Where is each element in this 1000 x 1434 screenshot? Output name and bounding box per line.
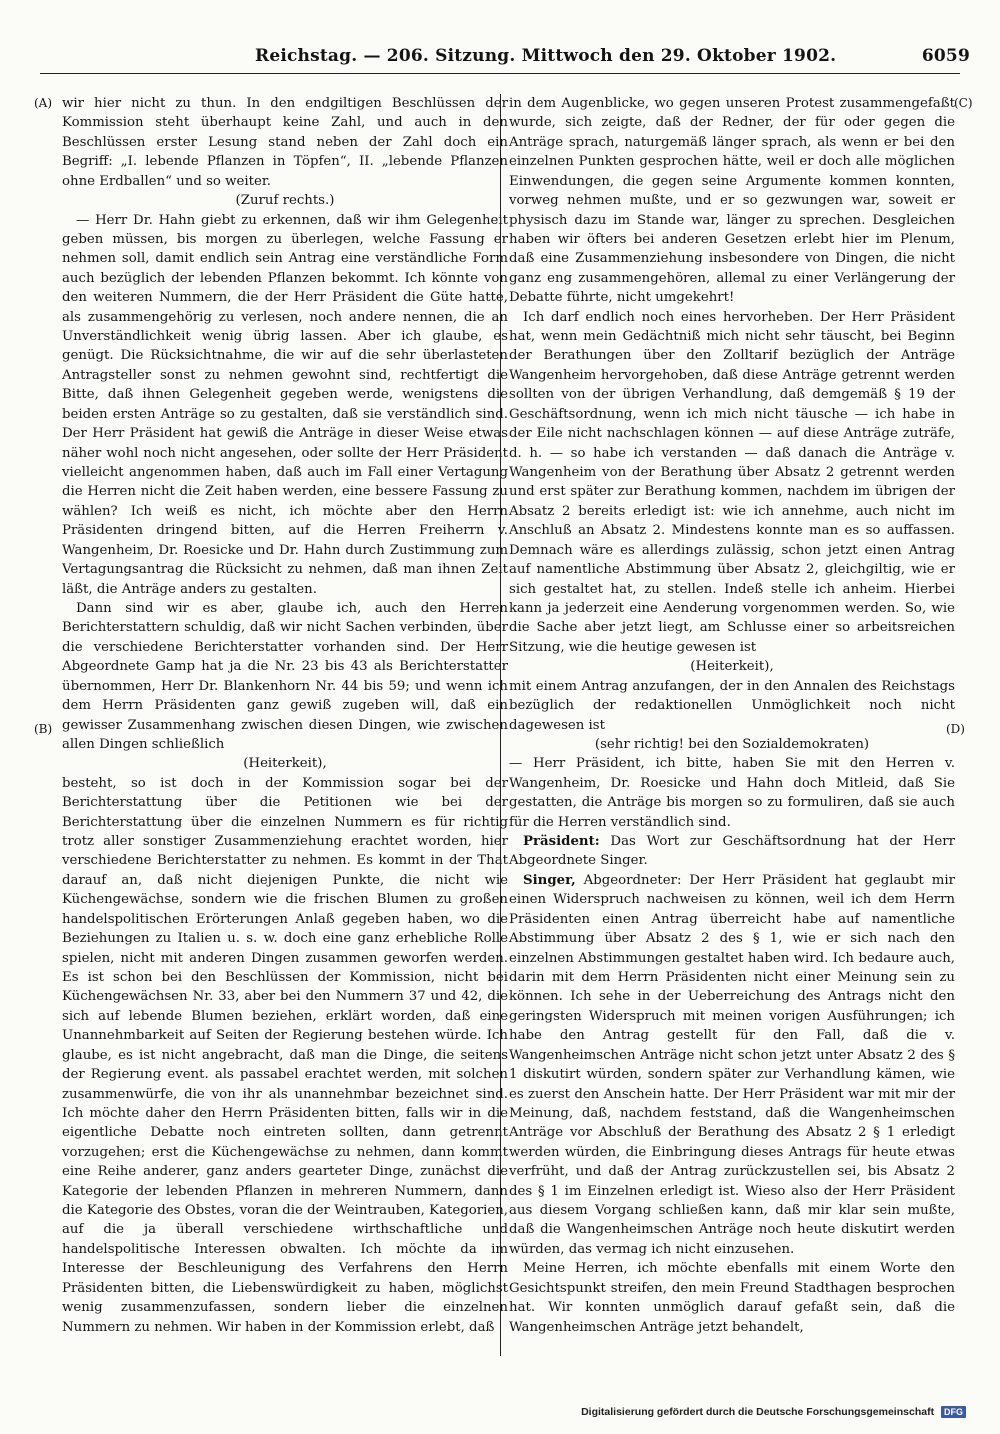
paragraph: wir hier nicht zu thun. In den endgiltigen Beschlüssen der Kommission steht überhaupt keine Zahl, und auch in den Beschlüssen erster Lesung stand neben der Zahl doch ein Begriff: „I. lebende Pflanzen in Töpfen“, II. „lebende Pflanzen ohne Erdballen“ und so weiter.: [62, 96, 508, 189]
paragraph: — Herr Präsident, ich bitte, haben Sie mit den Herren v. Wangenheim, Dr. Roesicke und Hahn doch Mitleid, daß Sie gestatten, die Anträge bis morgen so zu formuliren, daß sie auch für die Herren verständlich sind.: [509, 756, 955, 830]
paragraph: Ich darf endlich noch eines hervorheben. Der Herr Präsident hat, wenn mein Gedächtniß mich nicht sehr täuscht, bei Beginn der Berathungen über den Zolltarif bezüglich der Anträge Wangenheim hervorgehoben, daß diese Anträge getrennt werden sollten von der übrigen Verhandlung, daß demgemäß § 19 der Geschäftsordnung, wenn ich mich nicht täusche — ich habe in der Eile nicht nachschlagen können — auf diese Anträge zuträfe, d. h. — so habe ich verstanden — daß danach die Anträge v. Wangenheim von der Berathung über Absatz 2 getrennt werden und erst später zur Berathung kommen, nachdem im übrigen der Absatz 2 bereits erledigt ist: wie ich annehme, auch nicht im Anschluß an Absatz 2. Mindestens konnte man es so auffassen. Demnach wäre es allerdings zulässig, schon jetzt einen Antrag auf namentliche Abstimmung über Absatz 2, gleichgiltig, wie er sich gestaltet hat, zu stellen. Indeß stelle ich anheim. Hierbei kann ja jederzeit eine Aenderung vorgenommen werden. So, wie die Sache aber jetzt liegt, am Schlusse einer so arbeitsreichen Sitzung, wie die heutige gewesen ist: [509, 309, 955, 655]
interjection: (Heiterkeit),: [243, 756, 327, 772]
margin-marker-b: (B): [34, 722, 53, 736]
footer-credit: [581, 1406, 966, 1418]
paragraph: Dann sind wir es aber, glaube ich, auch den Herren Berichterstattern schuldig, daß wir nicht Sachen verbinden, über die verschiedene Berichterstatter vorhanden sind. Der Herr Abgeordnete Gamp hat ja die Nr. 23 bis 43 als Berichterstatter übernommen, Herr Dr. Blankenhorn Nr. 44 bis 59; und wenn ich dem Herrn Präsidenten ganz gewiß zugeben will, daß ein gewisser Zusammenhang zwischen diesen Dingen, wie zwischen allen Dingen schließlich: [62, 600, 508, 752]
dfg-logo: DFG: [941, 1406, 966, 1418]
header-rule: [40, 73, 960, 74]
speaker-name: Präsident:: [523, 834, 600, 850]
interjection: (Zuruf rechts.): [235, 193, 335, 209]
margin-marker-c: (C): [954, 96, 973, 110]
paragraph: — Herr Dr. Hahn giebt zu erkennen, daß wir ihm Gelegenheit geben müssen, bis morgen zu überlegen, welche Fassung er nehmen soll, damit endlich sein Antrag eine verständliche Form auch bezüglich der lebenden Pflanzen bekommt. Ich könnte von den weiteren Nummern, die der Herr Präsident die Güte hatte, als zusammengehörig zu verlesen, noch andere nennen, die an Unverständlichkeit wenig übrig lassen. Aber ich glaube, es genügt. Die Rücksichtnahme, die wir auf die sehr überlasteten Antragsteller sonst zu nehmen gewohnt sind, rechtfertigt die Bitte, daß ihnen Gelegenheit gegeben werde, wenigstens die beiden ersten Anträge so zu gestalten, daß sie verständlich sind. Der Herr Präsident hat gewiß die Anträge in dieser Weise etwas näher wohl noch nicht angesehen, oder sollte der Herr Präsident vielleicht angenommen haben, daß auch im Fall einer Vertagung die Herren nicht die Zeit haben werden, eine bessere Fassung zu wählen? Ich weiß es nicht, ich möchte aber den Herrn Präsidenten dringend bitten, auf die Herren Freiherrn v. Wangenheim, Dr. Roesicke und Dr. Hahn durch Zustimmung zum Vertagungsantrag die Rücksicht zu nehmen, daß man ihnen Zeit läßt, die Anträge anders zu gestalten.: [62, 212, 508, 597]
margin-marker-a: (A): [34, 96, 53, 110]
paragraph: mit einem Antrag anzufangen, der in den Annalen des Reichstags bezüglich der redaktionellen Unmöglichkeit noch nicht dagewesen ist: [509, 678, 955, 733]
speech-text: Abgeordneter: Der Herr Präsident hat geglaubt mir einen Widerspruch nachweisen zu können, weil ich dem Herrn Präsidenten einen Antrag überreicht habe auf namentliche Abstimmung über Absatz 2 des § 1, wie er sich nach den einzelnen Abstimmungen gestaltet haben wird. Ich bedaure auch, darin mit dem Herrn Präsidenten nicht einer Meinung sein zu können. Ich sehe in der Ueberreichung des Antrags nicht den geringsten Widerspruch mit meinen vorigen Ausführungen; ich habe den Antrag gestellt für den Fall, daß die v. Wangenheimschen Anträge nicht schon jetzt unter Absatz 2 des § 1 diskutirt würden, sondern später zur Verhandlung kämen, wie es zuerst den Anschein hatte. Der Herr Präsident war mit mir der Meinung, daß, nachdem feststand, daß die Wangenheimschen Anträge vor Abschluß der Berathung des Absatz 2 § 1 erledigt werden würden, die Einbringung dieses Antrags für heute etwas verfrüht, und daß der Antrag zurückzustellen sei, bis Absatz 2 des § 1 im Einzelnen erledigt ist. Wieso also der Herr Präsident aus diesem Vorgang schließen kann, daß mir klar sein mußte, daß die Wangenheimschen Anträge noch heute diskutirt werden würden, das vermag ich nicht einzusehen.: [509, 872, 955, 1257]
interjection: (sehr richtig! bei den Sozialdemokraten): [594, 736, 870, 752]
column-separator: [500, 94, 501, 1356]
page-title: Reichstag. — 206. Sitzung. Mittwoch den 29. Oktober 1902.: [255, 46, 837, 66]
interjection: (Heiterkeit),: [690, 659, 774, 675]
speech-paragraph: [509, 832, 955, 871]
margin-marker-d: (D): [946, 722, 965, 736]
speech-paragraph: [509, 871, 955, 1259]
right-column: [509, 94, 955, 1337]
speech-text: Das Wort zur Geschäftsordnung hat der Herr Abgeordnete Singer.: [509, 834, 955, 869]
paragraph: in dem Augenblicke, wo gegen unseren Protest zusammengefaßt wurde, sich zeigte, daß der Redner, der für oder gegen die Anträge sprach, naturgemäß länger sprach, als wenn er bei den einzelnen Punkten gesprochen hätte, weil er doch alle möglichen Einwendungen, die gegen seine Argumente kommen konnten, vorweg nehmen mußte, und er so gezwungen war, soweit er physisch dazu im Stande war, länger zu sprechen. Desgleichen haben wir öfters bei anderen Gesetzen erlebt hier im Plenum, daß eine Zusammenziehung insbesondere von Dingen, die nicht ganz eng zusammengehören, allemal zu einer Verlängerung der Debatte führte, nicht umgekehrt!: [509, 96, 955, 306]
left-column: [62, 94, 508, 1337]
footer-text: Digitalisierung gefördert durch die Deutsche Forschungsgemeinschaft: [581, 1406, 935, 1418]
paragraph: Meine Herren, ich möchte ebenfalls mit einem Worte den Gesichtspunkt streifen, den mein Freund Stadthagen besprochen hat. Wir konnten unmöglich darauf gefaßt sein, daß die Wangenheimschen Anträge jetzt behandelt,: [509, 1261, 955, 1335]
speaker-name: Singer,: [523, 872, 576, 888]
paragraph: besteht, so ist doch in der Kommission sogar bei der Berichterstattung über die Petitionen wie bei der Berichterstattung über die einzelnen Nummern es für richtig trotz aller sonstiger Zusammenziehung erachtet worden, hier verschiedene Berichterstatter zu nehmen. Es kommt in der That darauf an, daß nicht diejenigen Punkte, die nicht wie Küchengewächse, sondern wie die frischen Blumen zu großen handelspolitischen Erörterungen Anlaß gegeben haben, wo die Beziehungen zu Italien u. s. w. doch eine ganz erhebliche Rolle spielen, nicht mit anderen Dingen zusammen geworfen werden. Es ist schon bei den Beschlüssen der Kommission, nicht bei Küchengewächsen Nr. 33, aber bei den Nummern 37 und 42, die sich auf lebende Blumen beziehen, erklärt worden, daß eine Unannehmbarkeit auf Seiten der Regierung bestehen würde. Ich glaube, es ist nicht angebracht, daß man die Dinge, die seitens der Regierung event. als passabel erachtet werden, mit solchen zusammenwürfe, die von ihr als unannehmbar bezeichnet sind. Ich möchte daher den Herrn Präsidenten bitten, falls wir in die eigentliche Debatte noch eintreten sollten, dann getrennt vorzugehen; erst die Küchengewächse zu nehmen, dann kommt eine Reihe anderer, ganz anders gearteter Dinge, zunächst die Kategorie der lebenden Pflanzen in mehreren Nummern, dann die Kategorie des Obstes, voran die der Weintrauben, Kategorien, auf die ja überall verschiedene wirthschaftliche und handelspolitische Interessen obwalten. Ich möchte da im Interesse der Beschleunigung des Verfahrens den Herrn Präsidenten bitten, die Liebenswürdigkeit zu haben, möglichst wenig zusammenzufassen, sondern lieber die einzelnen Nummern zu nehmen. Wir haben in der Kommission erlebt, daß: [62, 775, 508, 1335]
page-header: [30, 44, 970, 72]
page-number: 6059: [921, 46, 970, 66]
